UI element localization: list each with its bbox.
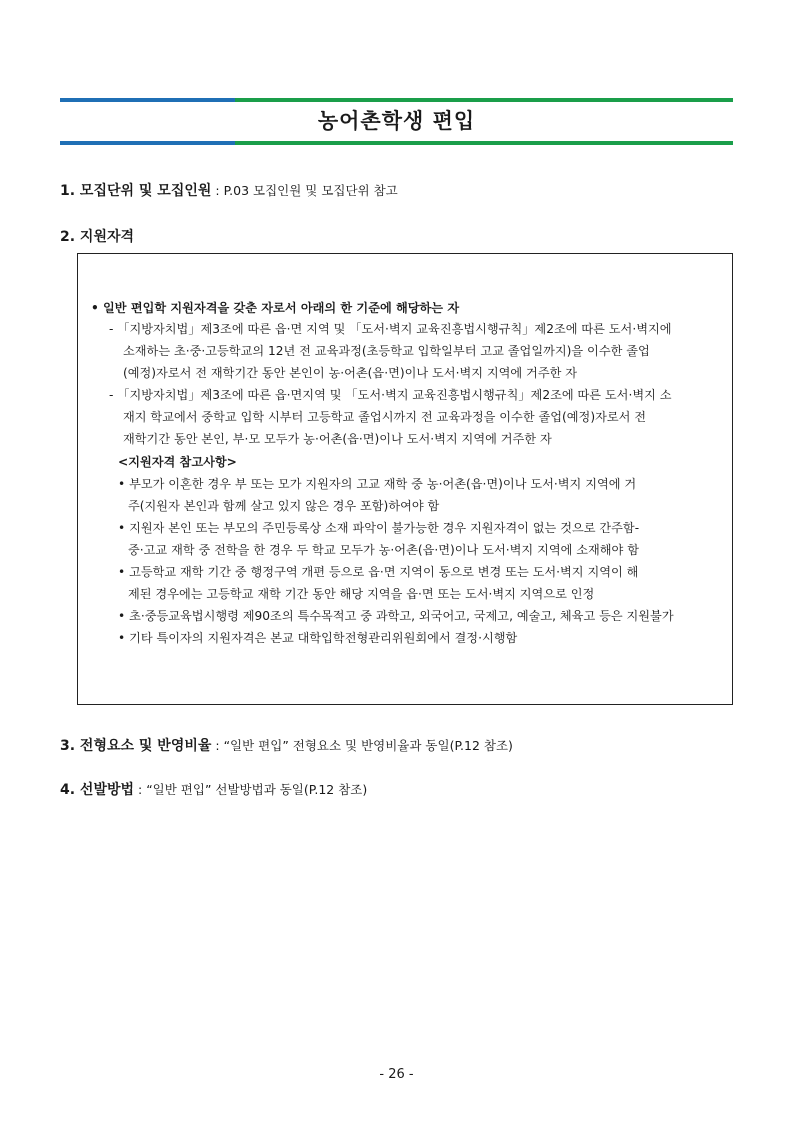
section-text: : “일반 편입” 전형요소 및 반영비율과 동일(P.12 참조)	[211, 738, 513, 753]
item2-line2: 재지 학교에서 중학교 입학 시부터 고등학교 졸업시까지 전 교육과정을 이수한 졸업(예정)자로서 전	[123, 410, 647, 424]
item1-line2: 소재하는 초·중·고등학교의 12년 전 교육과정(초등학교 입학일부터 고교 졸업일까지)을 이수한 졸업	[123, 344, 650, 358]
item2-line1: - 「지방자치법」제3조에 따른 읍·면지역 및 「도서·벽지 교육진흥법시행규칙」제2조에 따른 도서·벽지 소	[109, 388, 672, 402]
note5: • 기타 특이자의 지원자격은 본교 대학입학전형관리위원회에서 결정·시행함	[118, 631, 518, 645]
section-text: : “일반 편입” 선발방법과 동일(P.12 참조)	[134, 782, 368, 797]
section-text: : P.03 모집인원 및 모집단위 참고	[211, 183, 398, 198]
section-selection-elements	[60, 737, 513, 756]
note4: • 초·중등교육법시행령 제90조의 특수목적고 중 과학고, 외국어고, 국제고, 예술고, 체육고 등은 지원불가	[118, 609, 674, 623]
page-number: - 26 -	[379, 1067, 414, 1082]
note3-line1: • 고등학교 재학 기간 중 행정구역 개편 등으로 읍·면 지역이 동으로 변경 또는 도서·벽지 지역이 해	[118, 565, 639, 579]
title-top-rule	[60, 98, 733, 102]
section-heading: 4. 선발방법	[60, 782, 135, 798]
section-heading: 1. 모집단위 및 모집인원	[60, 183, 212, 199]
section-qualification	[60, 228, 134, 247]
item1-line3: (예정)자로서 전 재학기간 동안 본인이 농·어촌(읍·면)이나 도서·벽지 지역에 거주한 자	[123, 366, 578, 380]
item1-line1: - 「지방자치법」제3조에 따른 읍·면 지역 및 「도서·벽지 교육진흥법시행규칙」제2조에 따른 도서·벽지에	[109, 322, 672, 336]
section-selection-method	[60, 781, 367, 800]
qualification-main: • 일반 편입학 지원자격을 갖춘 자로서 아래의 한 기준에 해당하는 자	[91, 301, 460, 315]
page-title: 농어촌학생 편입	[317, 109, 476, 133]
title-bottom-rule	[60, 141, 733, 145]
section-heading: 2. 지원자격	[60, 229, 135, 245]
section-recruitment-unit	[60, 182, 398, 201]
notes-heading: <지원자격 참고사항>	[118, 455, 237, 469]
item2-line3: 재학기간 동안 본인, 부·모 모두가 농·어촌(읍·면)이나 도서·벽지 지역에 거주한 자	[123, 432, 552, 446]
note2-line2: 중·고교 재학 중 전학을 한 경우 두 학교 모두가 농·어촌(읍·면)이나 도서·벽지 지역에 소재해야 함	[128, 543, 639, 557]
note2-line1: • 지원자 본인 또는 부모의 주민등록상 소재 파악이 불가능한 경우 지원자격이 없는 것으로 간주함-	[118, 521, 640, 535]
note1-line2: 주(지원자 본인과 함께 살고 있지 않은 경우 포함)하여야 함	[128, 499, 440, 513]
note3-line2: 제된 경우에는 고등학교 재학 기간 동안 해당 지역을 읍·면 또는 도서·벽지 지역으로 인정	[128, 587, 595, 601]
qualification-box	[77, 253, 733, 705]
note1-line1: • 부모가 이혼한 경우 부 또는 모가 지원자의 고교 재학 중 농·어촌(읍·면)이나 도서·벽지 지역에 거	[118, 477, 637, 491]
section-heading: 3. 전형요소 및 반영비율	[60, 738, 212, 754]
